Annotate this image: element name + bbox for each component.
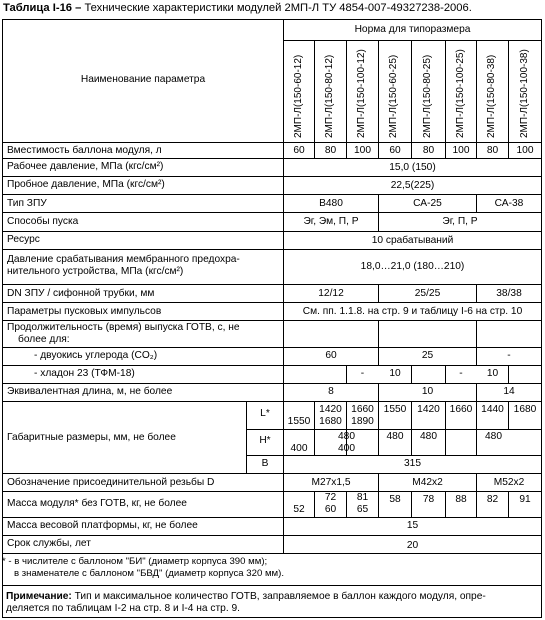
dims-H-2-top: 480 <box>338 431 355 442</box>
equiv-3: 14 <box>503 386 515 397</box>
row-dims-label: Габаритные размеры, мм, не более <box>7 432 176 443</box>
zpu-type-3: СА-38 <box>494 198 524 209</box>
model-3: 2МП-Л(150-100-12) <box>356 49 367 138</box>
mass-3-bot: 65 <box>356 504 369 515</box>
model-6: 2МП-Л(150-100-25) <box>455 49 466 138</box>
model-4: 2МП-Л(150-60-25) <box>388 54 399 138</box>
freon-1: - <box>360 368 365 379</box>
row-membrane-label-2: нительного устройства, МПа (кгс/см²) <box>7 266 184 277</box>
test-pressure-value: 22,5(225) <box>390 180 435 191</box>
dn-3: 38/38 <box>496 288 522 299</box>
row-resource-label: Ресурс <box>7 234 40 245</box>
dims-L-6: 1660 <box>449 404 473 415</box>
caption-text: Технические характеристики модулей 2МП-Л ТУ 4854-007-49327238-2006. <box>84 2 472 14</box>
equiv-2: 10 <box>421 386 434 397</box>
row-zpu-type-label: Тип ЗПУ <box>7 198 47 209</box>
zpu-type-2: СА-25 <box>413 198 442 209</box>
mass-2-bot: 60 <box>324 504 337 515</box>
dims-L-2-top: 1420 <box>319 404 342 415</box>
mass-4: 58 <box>389 494 401 505</box>
note-line-2: деляется по таблицам I-2 на стр. 8 и I-4 на стр. 9. <box>6 603 240 615</box>
row-freon-label: - хладон 23 (ТФМ-18) <box>34 368 135 379</box>
model-7: 2МП-Л(150-80-38) <box>486 54 497 138</box>
row-start-modes-label: Способы пуска <box>7 216 79 227</box>
dims-H-label: H* <box>259 435 271 446</box>
model-2: 2МП-Л(150-80-12) <box>324 54 335 138</box>
row-capacity-label: Вместимость баллона модуля, л <box>7 145 162 156</box>
co2-2: 25 <box>421 350 434 361</box>
row-duration-label-2: более для: <box>18 334 70 345</box>
mass-3-top: 81 <box>356 492 369 503</box>
mass-2-top: 72 <box>324 492 337 503</box>
dims-H-4: 480 <box>386 431 404 442</box>
dims-L-8: 1680 <box>513 404 537 415</box>
row-test-pressure-label: Пробное давление, МПа (кгс/см²) <box>7 179 165 190</box>
dims-H-1: 400 <box>290 443 308 454</box>
dims-B-value: 315 <box>404 458 421 469</box>
row-thread-label: Обозначение присоединительной резьбы D <box>7 477 215 488</box>
row-membrane-label-1: Давление срабатывания мембранного предохра- <box>7 254 240 265</box>
capacity-3: 100 <box>354 145 371 156</box>
note <box>6 591 536 616</box>
mass-8: 91 <box>519 494 531 505</box>
membrane-value: 18,0…21,0 (180…210) <box>360 261 465 272</box>
note-label: Примечание: <box>6 591 72 602</box>
dims-H-7: 480 <box>485 431 502 442</box>
capacity-5: 80 <box>422 145 435 156</box>
dims-H-2-bot: 400 <box>338 443 355 454</box>
dims-L-7: 1440 <box>481 404 504 415</box>
platform-value: 15 <box>406 520 419 531</box>
footnote-line-1: * - в числителе с баллоном "БИ" (диаметр корпуса 390 мм); <box>2 556 268 567</box>
row-equiv-label: Эквивалентная длина, м, не более <box>7 386 173 397</box>
note-line-1: Тип и максимальное количество ГОТВ, заправляемое в баллон каждого модуля, опре- <box>74 591 486 602</box>
dims-L-3-top: 1660 <box>351 404 374 415</box>
header-norm: Норма для типоразмера <box>354 24 471 35</box>
row-platform-label: Масса весовой платформы, кг, не более <box>7 520 198 531</box>
start-modes-1: Эг, Эм, П, Р <box>303 216 359 227</box>
model-5: 2МП-Л(150-80-25) <box>422 54 433 138</box>
resource-value: 10 срабатываний <box>371 235 454 246</box>
row-work-pressure-label: Рабочее давление, МПа (кгс/см²) <box>7 161 164 172</box>
freon-3: - <box>459 368 463 379</box>
row-dn-label: DN ЗПУ / сифонной трубки, мм <box>7 288 155 299</box>
dn-1: 12/12 <box>318 288 344 299</box>
dims-H-5: 480 <box>420 431 437 442</box>
footnote <box>2 556 284 581</box>
capacity-4: 60 <box>389 145 401 156</box>
dims-L-1: 1550 <box>287 416 311 427</box>
row-co2-label: - двуокись углерода (CO₂) <box>34 350 158 361</box>
model-8: 2МП-Л(150-100-38) <box>519 49 530 138</box>
thread-1: М27х1,5 <box>311 477 351 488</box>
dn-2: 25/25 <box>414 288 441 299</box>
zpu-type-1: В480 <box>319 198 343 209</box>
row-duration-label-1: Продолжительность (время) выпуска ГОТВ, с, не <box>7 322 240 333</box>
footnote-line-2: в знаменателе с баллоном "БВД" (диаметр корпуса 320 мм). <box>14 568 284 580</box>
header-param-name: Наименование параметра <box>80 74 206 85</box>
capacity-1: 60 <box>293 145 305 156</box>
freon-4: 10 <box>486 368 499 379</box>
row-service-label: Срок службы, лет <box>7 538 91 549</box>
dims-L-5: 1420 <box>417 404 440 415</box>
row-impulse-label: Параметры пусковых импульсов <box>7 306 162 317</box>
dims-L-4: 1550 <box>383 404 407 415</box>
equiv-1: 8 <box>328 386 334 397</box>
capacity-8: 100 <box>516 145 534 156</box>
service-value: 20 <box>406 540 419 551</box>
capacity-6: 100 <box>452 145 470 156</box>
capacity-2: 80 <box>324 145 337 156</box>
impulse-value: См. пп. 1.1.8. на стр. 9 и таблицу I-6 на стр. 10 <box>302 306 523 317</box>
mass-7: 82 <box>486 494 499 505</box>
row-mass-label: Масса модуля* без ГОТВ, кг, не более <box>7 498 187 509</box>
mass-6: 88 <box>455 494 467 505</box>
capacity-7: 80 <box>486 145 499 156</box>
dims-L-label: L* <box>260 408 270 419</box>
caption-label: Таблица I-16 – <box>3 2 82 14</box>
work-pressure-value: 15,0 (150) <box>389 162 436 173</box>
freon-2: 10 <box>389 368 401 379</box>
dims-L-2-bot: 1680 <box>319 416 342 427</box>
mass-5: 78 <box>422 494 435 505</box>
co2-1: 60 <box>325 350 337 361</box>
thread-3: М52х2 <box>493 477 525 488</box>
dims-B-label: B <box>261 458 269 469</box>
start-modes-2: Эг, П, Р <box>442 216 478 227</box>
co2-3: - <box>507 350 511 361</box>
model-1: 2МП-Л(150-60-12) <box>293 54 304 138</box>
thread-2: М42х2 <box>412 477 443 488</box>
mass-1: 52 <box>293 504 305 515</box>
dims-L-3-bot: 1890 <box>351 416 374 427</box>
